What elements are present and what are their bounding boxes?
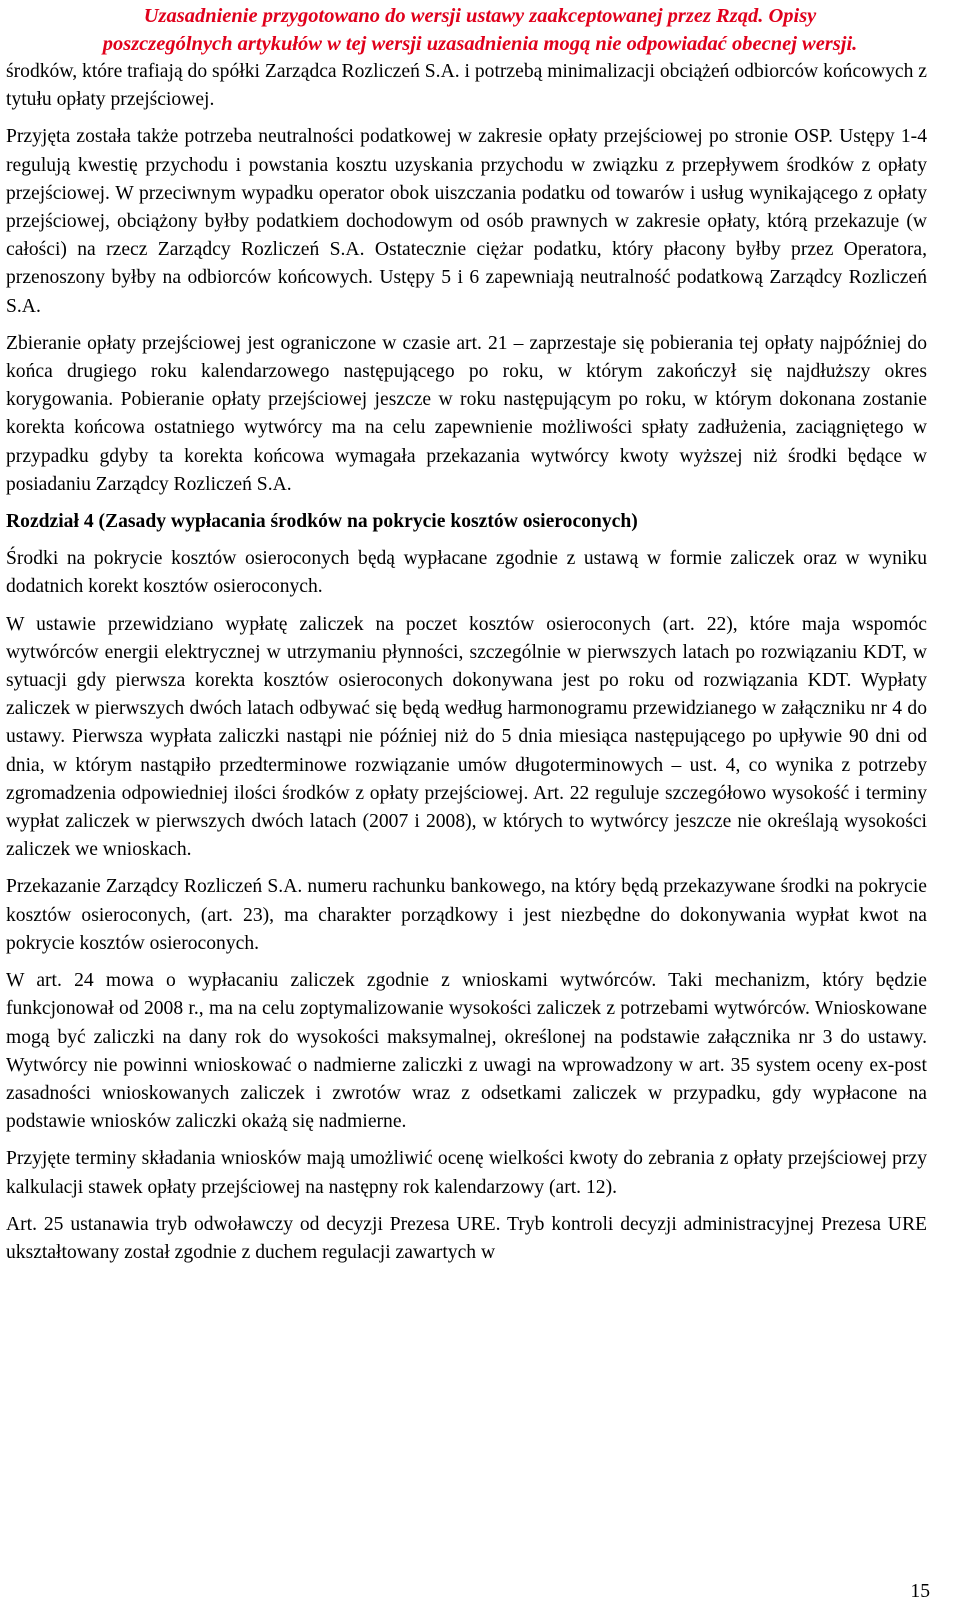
paragraph-5: W ustawie przewidziano wypłatę zaliczek na poczet kosztów osieroconych (art. 22), które maja wspomóc wytwórców energii elektrycznej w utrzymaniu płynności, szczególnie w pierwszych latach po rozwiązaniu KDT, w sytuacji gdy pierwsza korekta kosztów osieroconych dokonywana jest po roku od rozwiązania KDT. Wypłaty zaliczek w pierwszych dwóch latach odbywać się będą według harmonogramu przewidzianego w załączniku nr 4 do ustawy. Pierwsza wypłata zaliczki nastąpi nie później niż do 5 dnia miesiąca następującego po upływie 90 dni od dnia, w którym nastąpiło przedterminowe rozwiązanie umów długoterminowych – ust. 4, co wynika z potrzeby zgromadzenia odpowiedniej ilości środków z opłaty przejściowej. Art. 22 reguluje szczegółowo wysokość i terminy wypłat zaliczek w pierwszych dwóch latach (2007 i 2008), w których to wytwórcy jeszcze nie określają wysokości zaliczek we wnioskach. — [6, 613, 927, 861]
document-body — [6, 58, 927, 1276]
paragraph-9: Art. 25 ustanawia tryb odwoławczy od decyzji Prezesa URE. Tryb kontroli decyzji administracyjnej Prezesa URE ukształtowany został zgodnie z duchem regulacji zawartych w — [6, 1213, 927, 1263]
page-number: 15 — [910, 1581, 930, 1602]
paragraph-4: Środki na pokrycie kosztów osieroconych będą wypłacane zgodnie z ustawą w formie zaliczek oraz w wyniku dodatnich korekt kosztów osieroconych. — [6, 548, 927, 598]
chapter-heading: Rozdział 4 (Zasady wypłacania środków na pokrycie kosztów osieroconych) — [6, 511, 638, 533]
paragraph-2: Przyjęta została także potrzeba neutralności podatkowej w zakresie opłaty przejściowej po stronie OSP. Ustępy 1-4 regulują kwestię przychodu i powstania kosztu uzyskania przychodu w związku z przepływem środków z opłaty przejściowej. W przeciwnym wypadku operator obok uiszczania podatku od towarów i usług wynikającego z opłaty przejściowej, obciążony byłby podatkiem dochodowym od osób prawnych w zakresie opłaty, którą przekazuje (w całości) na rzecz Zarządcy Rozliczeń S.A. Ostatecznie ciężar podatku, który płacony byłby przez Operatora, przenoszony byłby na odbiorców końcowych. Ustępy 5 i 6 zapewniają neutralność podatkową Zarządcy Rozliczeń S.A. — [6, 126, 927, 317]
notice-line-2: poszczególnych artykułów w tej wersji uzasadnienia mogą nie odpowiadać obecnej wersji. — [102, 33, 858, 55]
paragraph-8: Przyjęte terminy składania wniosków mają umożliwić ocenę wielkości kwoty do zebrania z opłaty przejściowej przy kalkulacji stawek opłaty przejściowej na następny rok kalendarzowy (art. 12). — [6, 1148, 927, 1198]
paragraph-3: Zbieranie opłaty przejściowej jest ograniczone w czasie art. 21 – zaprzestaje się pobierania tej opłaty najpóźniej do końca drugiego roku kalendarzowego następującego po roku, w którym zakończył się najdłuższy okres korygowania. Pobieranie opłaty przejściowej jeszcze w roku następującym po roku, w którym dokonana zostanie korekta końcowa ostatniego wytwórcy ma na celu zapewnienie możliwości spłaty zadłużenia, zaciągniętego w przypadku gdyby ta korekta końcowa wymagała przekazania wytwórcy kwoty wyższej niż środki będące w posiadaniu Zarządcy Rozliczeń S.A. — [6, 332, 927, 495]
draft-version-notice — [0, 2, 960, 58]
paragraph-1: środków, które trafiają do spółki Zarządca Rozliczeń S.A. i potrzebą minimalizacji obciążeń odbiorców końcowych z tytułu opłaty przejściowej. — [6, 61, 927, 111]
paragraph-7: W art. 24 mowa o wypłacaniu zaliczek zgodnie z wnioskami wytwórców. Taki mechanizm, który będzie funkcjonował od 2008 r., ma na celu zoptymalizowanie wysokości zaliczek z potrzebami wytwórców. Wnioskowane mogą być zaliczki na dany rok do wysokości maksymalnej, określonej na podstawie załącznika nr 3 do ustawy. Wytwórcy nie powinni wnioskować o nadmierne zaliczki z uwagi na wprowadzony w art. 35 system oceny ex-post zasadności wnioskowanych zaliczek i zwrotów wraz z odsetkami zaliczek w przypadku, gdy wypłacone na podstawie wniosków zaliczki okażą się nadmierne. — [6, 970, 927, 1133]
paragraph-6: Przekazanie Zarządcy Rozliczeń S.A. numeru rachunku bankowego, na który będą przekazywane środki na pokrycie kosztów osieroconych, (art. 23), ma charakter porządkowy i jest niezbędne do dokonywania wypłat kwot na pokrycie kosztów osieroconych. — [6, 876, 927, 954]
notice-line-1: Uzasadnienie przygotowano do wersji ustawy zaakceptowanej przez Rząd. Opisy — [143, 5, 817, 27]
